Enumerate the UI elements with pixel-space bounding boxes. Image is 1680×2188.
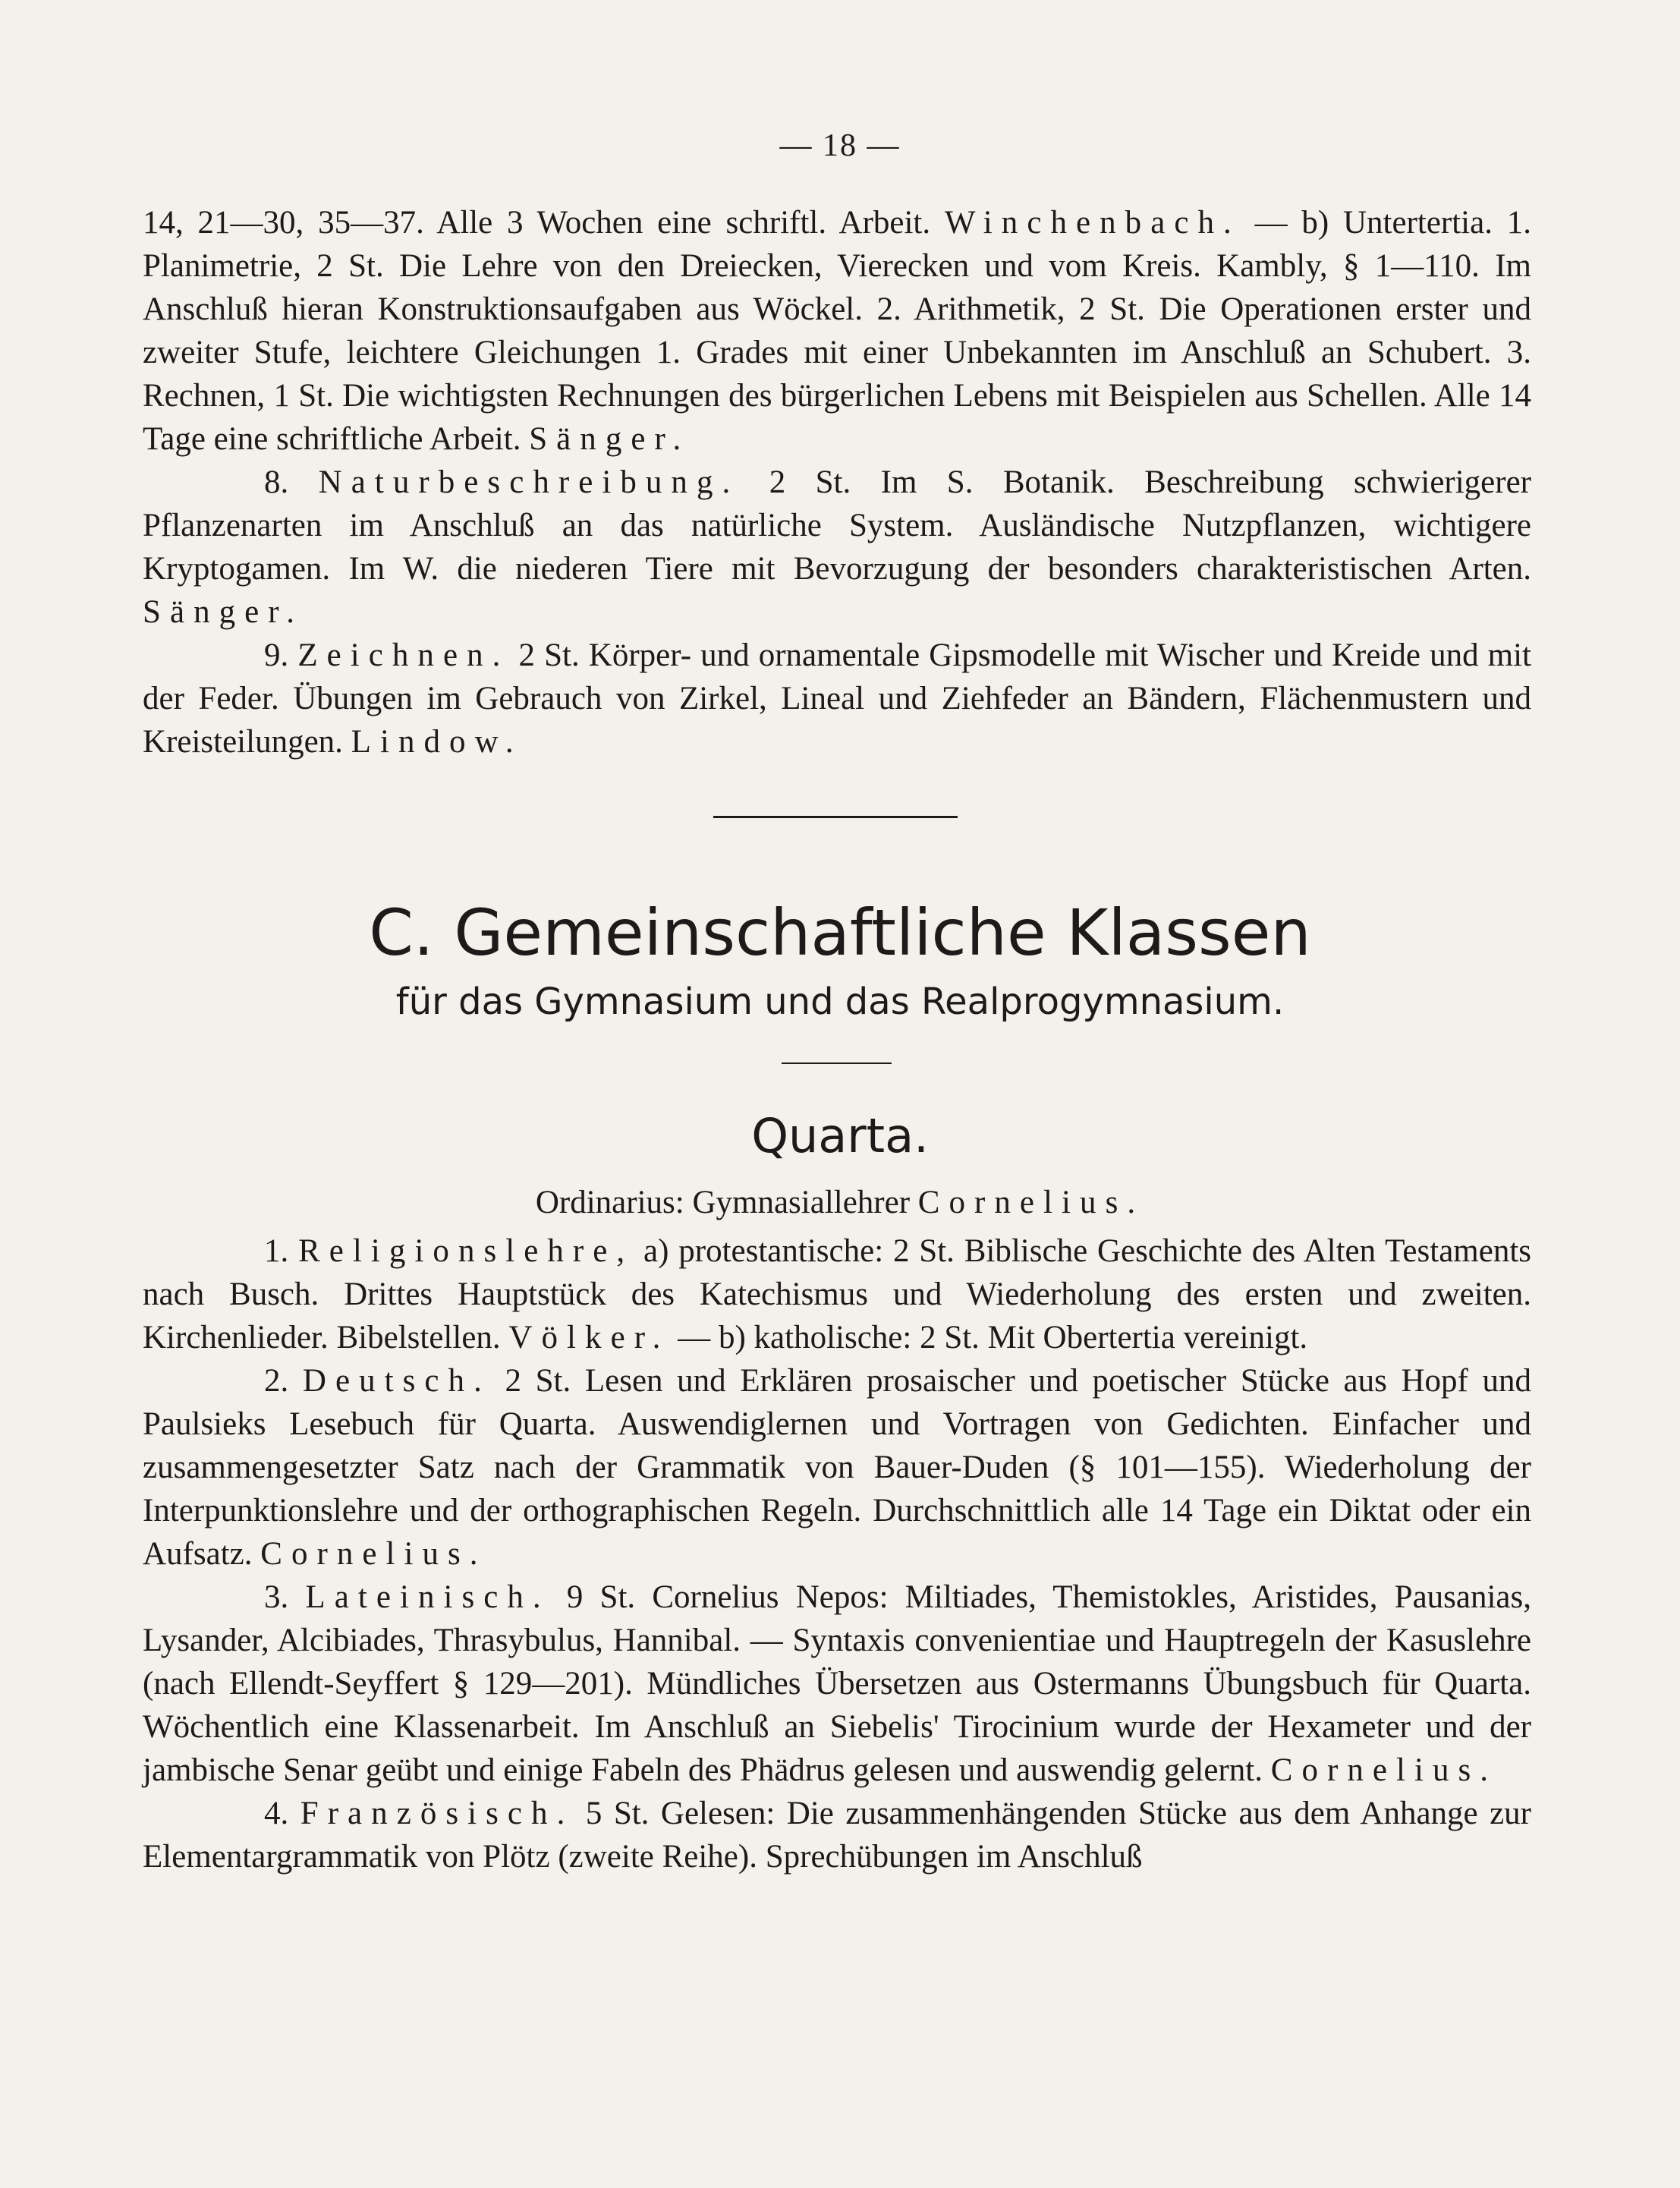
paragraph-naturbeschreibung: [143, 461, 1531, 634]
paragraph-lateinisch: [143, 1576, 1531, 1792]
subtitle-divider: [782, 1063, 892, 1064]
paragraph-franzoesisch: [143, 1792, 1531, 1878]
paragraph-text: — b) Untertertia. 1. Planimetrie, 2 St. Die Lehre von den Dreiecken, Vierecken und vom Kreis. Kambly, § 1—110. Im Anschluß hieran Konstruktionsaufgaben aus Wöckel. 2. Arithmetik, 2 St. Die Operationen erster und zweiter Stufe, leichtere Gleichungen 1. Grades mit einer Unbekannten im Anschluß an Schubert. 3. Rechnen, 1 St. Die wichtigsten Rechnungen des bürgerlichen Lebens mit Beispielen aus Schellen. Alle 14 Tage eine schriftliche Arbeit.: [143, 205, 1531, 457]
section-subtitle: für das Gymnasium und das Realprogymnasium.: [395, 981, 1285, 1023]
item-number: 2.: [264, 1363, 303, 1399]
ordinarius-name: Cornelius.: [917, 1185, 1145, 1220]
paragraph-mathematics: [143, 201, 1531, 461]
paragraph-religion: [143, 1229, 1531, 1359]
upper-text-block: [143, 201, 1531, 763]
paragraph-text: 9 St. Cornelius Nepos: Miltiades, Themistokles, Aristides, Pausanias, Lysander, Alcibiades, Thrasybulus, Hannibal. — Syntaxis convenientiae und Hauptregeln der Kasuslehre (nach Ellendt-Seyffert § 129—201). Mündliches Übersetzen aus Ostermanns Übungsbuch für Quarta. Wöchentlich eine Klassenarbeit. Im Anschluß an Siebelis' Tirocinium wurde der Hexameter und der jambische Senar geübt und einige Fabeln des Phädrus gelesen und auswendig gelernt.: [143, 1579, 1532, 1788]
paragraph-text: 14, 21—30, 35—37. Alle 3 Wochen eine schriftl. Arbeit.: [143, 205, 945, 241]
teacher-name: Cornelius.: [260, 1536, 487, 1572]
item-number: 4.: [264, 1796, 300, 1831]
section-divider: [713, 816, 958, 818]
paragraph-text: 5 St. Gelesen: Die zusammenhängenden Stücke aus dem Anhange zur Elementargrammatik von Plötz (zweite Reihe). Sprechübungen im Anschluß: [143, 1796, 1532, 1875]
subject-name: Naturbeschreibung.: [318, 464, 740, 500]
teacher-name: Cornelius.: [1270, 1752, 1498, 1788]
paragraph-text: — b) katholische: 2 St. Mit Obertertia vereinigt.: [669, 1320, 1308, 1355]
paragraph-text: 2 St. Körper- und ornamentale Gipsmodelle mit Wischer und Kreide und mit der Feder. Übungen im Gebrauch von Zirkel, Lineal und Ziehfeder an Bändern, Flächenmustern und Kreisteilungen.: [143, 638, 1531, 760]
subject-name: Französisch.: [300, 1796, 574, 1831]
item-number: 9.: [264, 638, 298, 673]
teacher-name: Sänger.: [529, 421, 691, 457]
subject-name: Religionslehre,: [298, 1233, 634, 1269]
subject-name: Lateinisch.: [305, 1579, 550, 1615]
item-number: 1.: [264, 1233, 299, 1269]
teacher-name: Völker.: [508, 1320, 670, 1355]
paragraph-zeichnen: [143, 634, 1531, 763]
teacher-name: Sänger.: [143, 594, 304, 630]
paragraph-text: a) protestantische: 2 St. Biblische Geschichte des Alten Testaments nach Busch. Drittes Hauptstück des Katechismus und Wiederholung des ersten und zweiten. Kirchenlieder. Bibelstellen.: [143, 1233, 1532, 1355]
item-number: 3.: [264, 1579, 306, 1615]
page-number: — 18 —: [779, 128, 901, 163]
section-title: C. Gemeinschaftliche Klassen: [369, 896, 1311, 970]
paragraph-deutsch: [143, 1359, 1531, 1576]
subject-name: Deutsch.: [302, 1363, 491, 1399]
paragraph-text: 2 St. Im S. Botanik. Beschreibung schwierigerer Pflanzenarten im Anschluß an das natürliche System. Ausländische Nutzpflanzen, wichtigere Kryptogamen. Im W. die niederen Tiere mit Bevorzugung der besonders charakteristischen Arten.: [143, 464, 1531, 587]
ordinarius-label: Ordinarius: Gymnasiallehrer: [535, 1185, 918, 1220]
paragraph-text: 2 St. Lesen und Erklären prosaischer und poetischer Stücke aus Hopf und Paulsieks Lesebuch für Quarta. Auswendiglernen und Vortragen von Gedichten. Einfacher und zusammengesetzter Satz nach der Grammatik von Bauer-Duden (§ 101—155). Wiederholung der Interpunktionslehre und der orthographischen Regeln. Durchschnittlich alle 14 Tage ein Diktat oder ein Aufsatz.: [143, 1363, 1532, 1572]
item-number: 8.: [264, 464, 319, 500]
class-heading: Quarta.: [751, 1108, 929, 1163]
quarta-text-block: [143, 1229, 1531, 1878]
subject-name: Zeichnen.: [297, 638, 510, 673]
teacher-name: Lindow.: [351, 724, 523, 760]
ordinarius-line: [0, 1184, 1680, 1221]
teacher-name: Winchenbach.: [944, 205, 1241, 241]
